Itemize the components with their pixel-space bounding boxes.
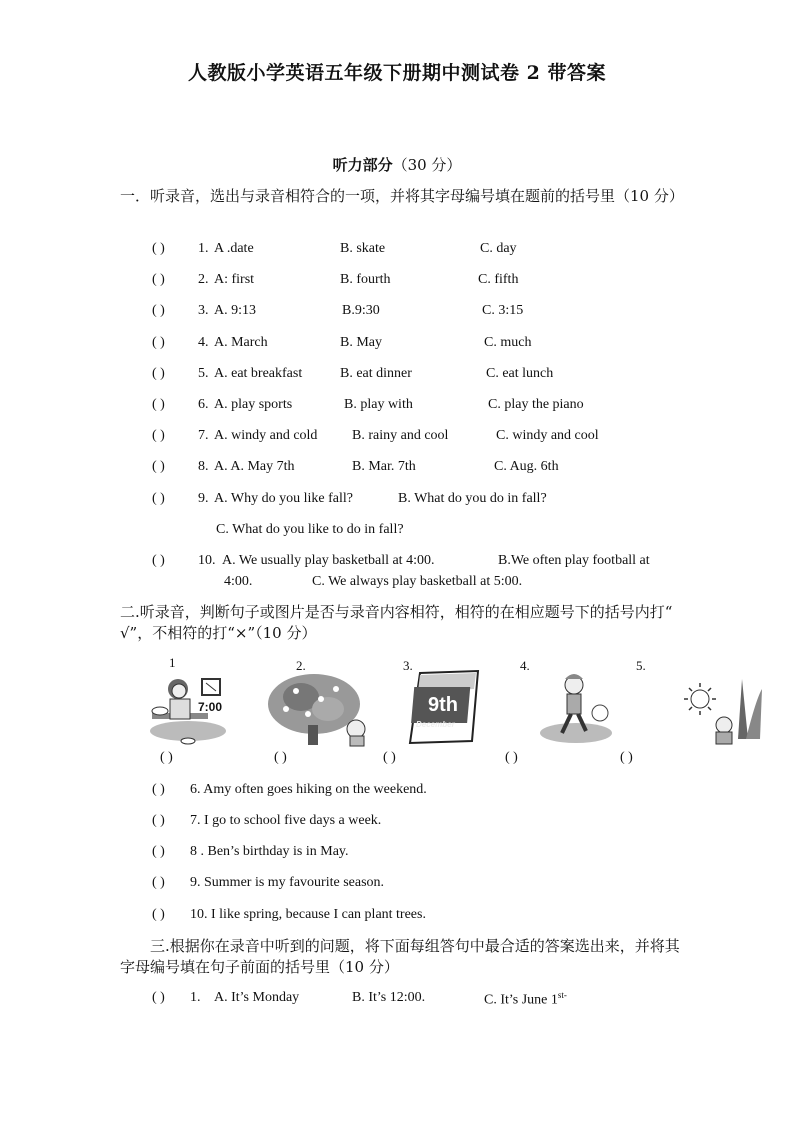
s1-item-1-num: 1.: [198, 241, 209, 256]
s1-item-7-option-b: B. rainy and cool: [352, 428, 449, 443]
listening-heading: [0, 154, 794, 175]
s1-item-6-option-a: A. play sports: [214, 397, 293, 412]
s1-item-7-paren[interactable]: ( ): [152, 428, 165, 443]
calendar-picture: [406, 667, 482, 747]
s2-item-9-text: 9. Summer is my favourite season.: [190, 875, 385, 890]
picture-row: [148, 655, 768, 750]
s1-item-4-num: 4.: [198, 335, 209, 350]
s1-item-4-option-b: B. May: [340, 335, 382, 350]
s1-item-3-option-b: B.9:30: [342, 303, 380, 318]
s1-item-1-option-b: B. skate: [340, 241, 386, 256]
s2-item-8-text: 8 . Ben’s birthday is in May.: [190, 844, 349, 859]
s1-item-10-option-b-cont: 4:00.: [224, 574, 253, 589]
s1-item-10-option-b: B.We often play football at: [498, 553, 650, 568]
s1-item-10-paren[interactable]: ( ): [152, 553, 165, 568]
s1-item-9-option-c: C. What do you like to do in fall?: [216, 522, 404, 537]
s1-item-4-paren[interactable]: ( ): [152, 335, 165, 350]
s2-item-7-text: 7. I go to school five days a week.: [190, 813, 382, 828]
s1-item-2-option-b: B. fourth: [340, 272, 391, 287]
s1-item-2-option-a: A: first: [214, 272, 255, 287]
s1-item-7-num: 7.: [198, 428, 209, 443]
s1-item-6-paren[interactable]: ( ): [152, 397, 165, 412]
s1-item-2-option-c: C. fifth: [478, 272, 519, 287]
s3-item-1-option-a: A. It’s Monday: [214, 990, 300, 1005]
s1-item-2-paren[interactable]: ( ): [152, 272, 165, 287]
pic-number-4: 4.: [520, 658, 530, 673]
pic4-answer-paren[interactable]: ( ): [505, 750, 518, 765]
s1-item-5-option-b: B. eat dinner: [340, 366, 412, 381]
s2-item-8-paren[interactable]: ( ): [152, 844, 165, 859]
section2-instruction: 二.听录音，判断句子或图片是否与录音内容相符，相符的在相应题号下的括号内打“ √”，不相符的打“×”（10 分）: [120, 603, 673, 642]
s1-item-8-paren[interactable]: ( ): [152, 459, 165, 474]
pic-number-5: 5.: [636, 658, 646, 673]
pic-number-2: 2.: [296, 658, 306, 673]
s1-item-1-option-a: A .date: [214, 241, 254, 256]
s1-item-1-paren[interactable]: ( ): [152, 241, 165, 256]
pic3-answer-paren[interactable]: ( ): [383, 750, 396, 765]
s1-item-10-option-a: A. We usually play basketball at 4:00.: [222, 553, 435, 568]
s3-item-1-option-c-text: C. It’s June 1: [484, 992, 558, 1008]
s1-item-5-paren[interactable]: ( ): [152, 366, 165, 381]
s1-item-3-paren[interactable]: ( ): [152, 303, 165, 318]
s1-item-3-option-a: A. 9:13: [214, 303, 256, 318]
s1-item-5-option-a: A. eat breakfast: [214, 366, 303, 381]
s1-item-2-num: 2.: [198, 272, 209, 287]
s2-item-6-text: 6. Amy often goes hiking on the weekend.: [190, 782, 427, 797]
s1-item-8-option-c: C. Aug. 6th: [494, 459, 559, 474]
s2-item-6-paren[interactable]: ( ): [152, 782, 165, 797]
document-title: 人教版小学英语五年级下册期中测试卷 2 带答案: [188, 62, 606, 84]
s1-item-4-option-c: C. much: [484, 335, 532, 350]
pic5-answer-paren[interactable]: ( ): [620, 750, 633, 765]
calendar-day: 9th: [428, 694, 458, 716]
pic2-answer-paren[interactable]: ( ): [274, 750, 287, 765]
s1-item-10-num: 10.: [198, 553, 216, 568]
s1-item-9-option-a: A. Why do you like fall?: [214, 491, 353, 506]
s2-item-7-paren[interactable]: ( ): [152, 813, 165, 828]
s1-item-8-option-a: A. A. May 7th: [214, 459, 295, 474]
clock-time: 7:00: [198, 700, 223, 714]
s3-item-1-num: 1.: [190, 990, 201, 1005]
s1-item-5-num: 5.: [198, 366, 209, 381]
pic1-answer-paren[interactable]: ( ): [160, 750, 173, 765]
s1-item-5-option-c: C. eat lunch: [486, 366, 554, 381]
calendar-month: December: [416, 720, 455, 729]
s2-item-10-text: 10. I like spring, because I can plant trees.: [190, 907, 426, 922]
pic-number-3: 3.: [403, 658, 413, 673]
sun-and-child-picture: [678, 669, 764, 749]
s3-item-1-paren[interactable]: ( ): [152, 990, 165, 1005]
s2-item-10-paren[interactable]: ( ): [152, 907, 165, 922]
s2-item-9-paren[interactable]: ( ): [152, 875, 165, 890]
s1-item-7-option-a: A. windy and cold: [214, 428, 318, 443]
s1-item-8-num: 8.: [198, 459, 209, 474]
s1-item-9-num: 9.: [198, 491, 209, 506]
s1-item-8-option-b: B. Mar. 7th: [352, 459, 416, 474]
s1-item-1-option-c: C. day: [480, 241, 517, 256]
girl-hiking-picture: [538, 669, 618, 749]
listening-label: 听力部分: [332, 156, 393, 174]
pic-number-1: 1: [169, 655, 176, 670]
s1-item-9-option-b: B. What do you do in fall?: [398, 491, 547, 506]
s1-item-4-option-a: A. March: [214, 335, 268, 350]
s3-item-1-option-b: B. It’s 12:00.: [352, 990, 426, 1005]
s1-item-3-option-c: C. 3:15: [482, 303, 524, 318]
s1-item-6-num: 6.: [198, 397, 209, 412]
s3-item-1-option-c: [484, 990, 567, 1009]
boy-planting-tree-picture: [266, 669, 372, 749]
s1-item-7-option-c: C. windy and cool: [496, 428, 599, 443]
section1-instruction: 一．听录音，选出与录音相符合的一项，并将其字母编号填在题前的括号里（10 分）: [120, 187, 684, 205]
section3-instruction: 三.根据你在录音中听到的问题，将下面每组答句中最合适的答案选出来，并将其字母编号填在句子前面的括号里（10 分）: [120, 937, 680, 976]
girl-breakfast-picture: [148, 669, 240, 749]
s1-item-10-option-c: C. We always play basketball at 5:00.: [312, 574, 523, 589]
s1-item-9-paren[interactable]: ( ): [152, 491, 165, 506]
s1-item-6-option-b: B. play with: [344, 397, 413, 412]
listening-score: （30 分）: [392, 156, 462, 174]
s3-item-1-option-c-sup: st-: [557, 990, 567, 1000]
s1-item-3-num: 3.: [198, 303, 209, 318]
s1-item-6-option-c: C. play the piano: [488, 397, 584, 412]
